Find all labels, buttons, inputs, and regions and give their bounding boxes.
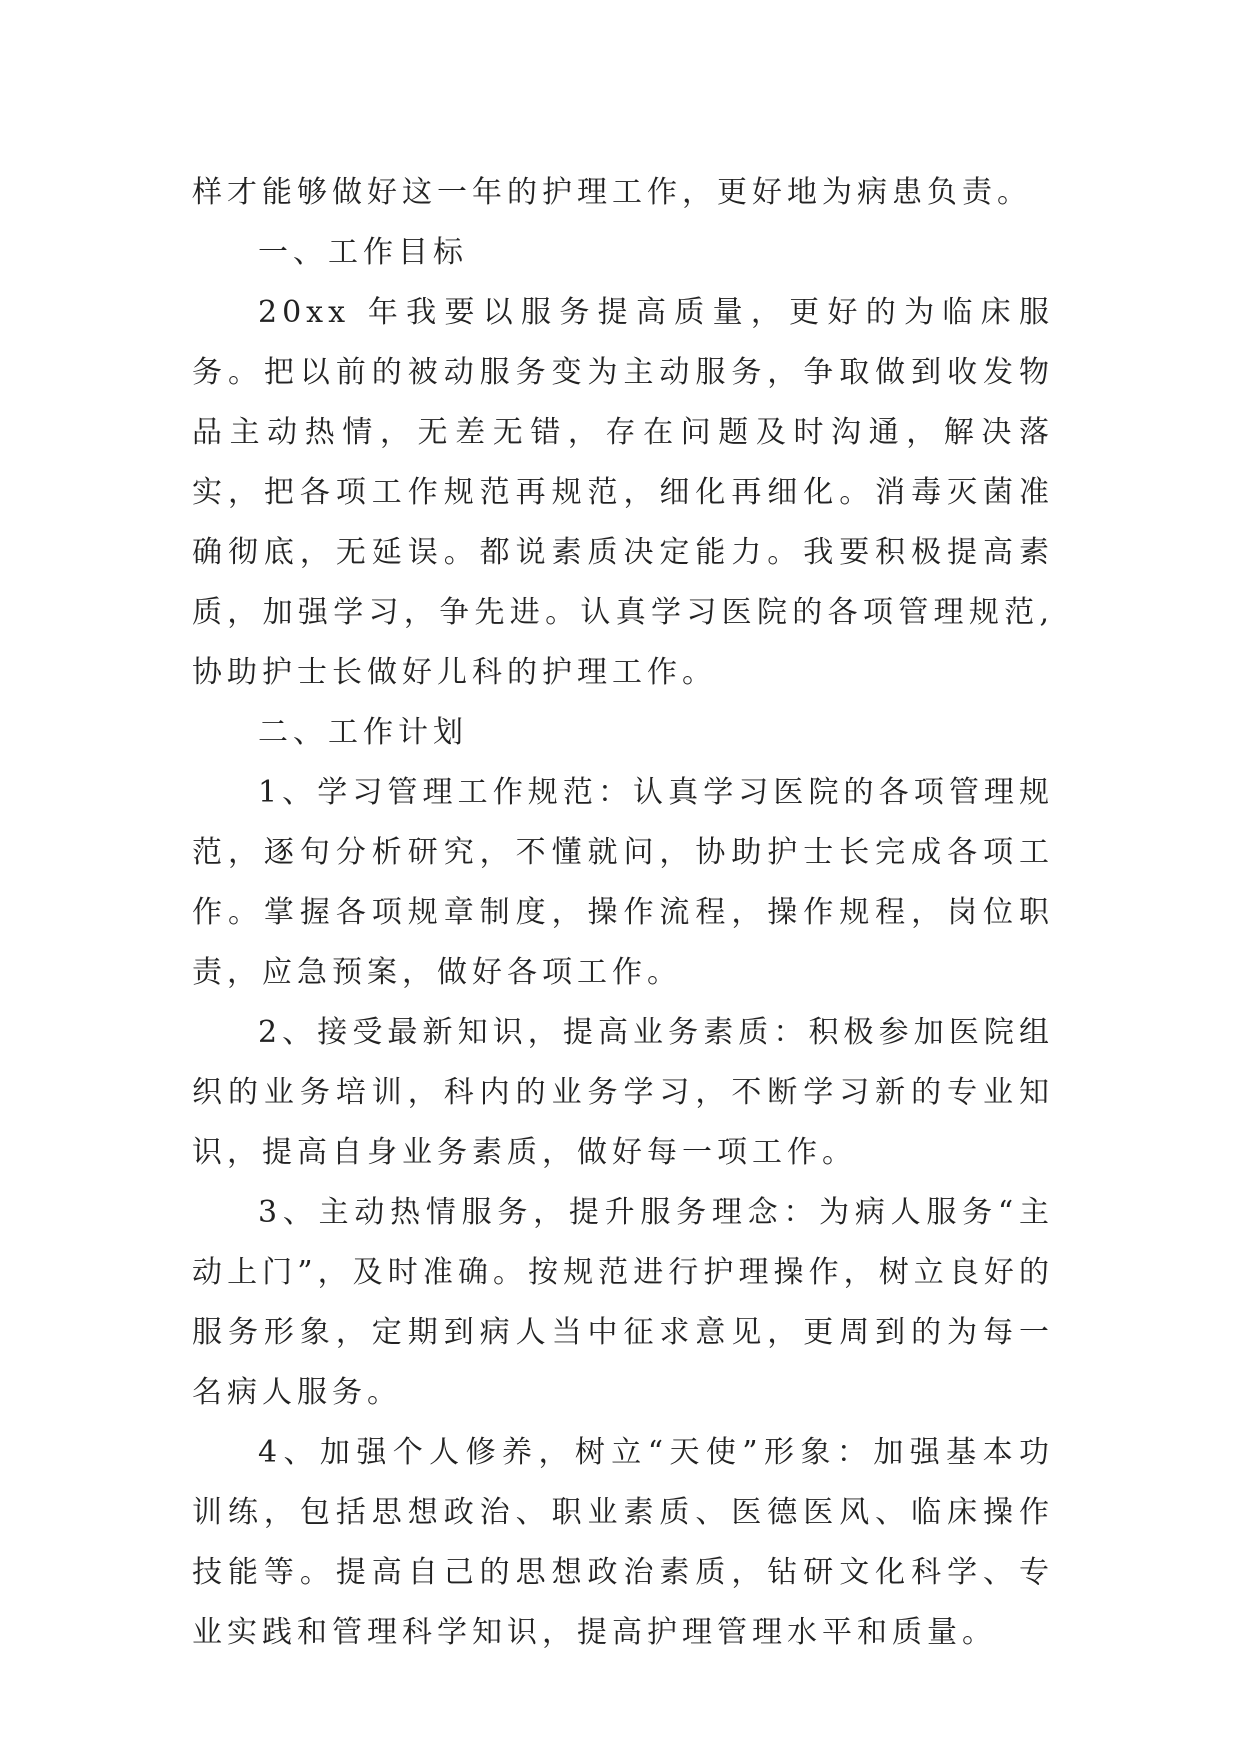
paragraph-plan-item-2: 2、接受最新知识，提高业务素质：积极参加医院组织的业务培训，科内的业务学习，不断学习新的专业知识，提高自身业务素质，做好每一项工作。 bbox=[192, 1015, 1054, 1170]
paragraph-plan-item-4: 4、加强个人修养，树立“天使”形象：加强基本功训练，包括思想政治、职业素质、医德医风、临床操作技能等。提高自己的思想政治素质，钻研文化科学、专业实践和管理科学知识，提高护理管理水平和质量。 bbox=[192, 1435, 1054, 1650]
paragraph-plan-item-3: 3、主动热情服务，提升服务理念：为病人服务“主动上门”，及时准确。按规范进行护理操作，树立良好的服务形象，定期到病人当中征求意见，更周到的为每一名病人服务。 bbox=[192, 1195, 1054, 1410]
paragraph-continuation: 样才能够做好这一年的护理工作，更好地为病患负责。 bbox=[192, 175, 1032, 210]
paragraph-plan-item-1: 1、学习管理工作规范：认真学习医院的各项管理规范，逐句分析研究，不懂就问，协助护士长完成各项工作。掌握各项规章制度，操作流程，操作规程，岗位职责，应急预案，做好各项工作。 bbox=[192, 775, 1054, 990]
document-body bbox=[192, 163, 1054, 1663]
section-heading-goals: 一、工作目标 bbox=[258, 235, 468, 270]
paragraph-goals: 20xx 年我要以服务提高质量，更好的为临床服务。把以前的被动服务变为主动服务，争取做到收发物品主动热情，无差无错，存在问题及时沟通，解决落实，把各项工作规范再规范，细化再细化。消毒灭菌准确彻底，无延误。都说素质决定能力。我要积极提高素质，加强学习，争先进。认真学习医院的各项管理规范,协助护士长做好儿科的护理工作。 bbox=[192, 295, 1054, 690]
section-heading-plan: 二、工作计划 bbox=[258, 715, 468, 750]
